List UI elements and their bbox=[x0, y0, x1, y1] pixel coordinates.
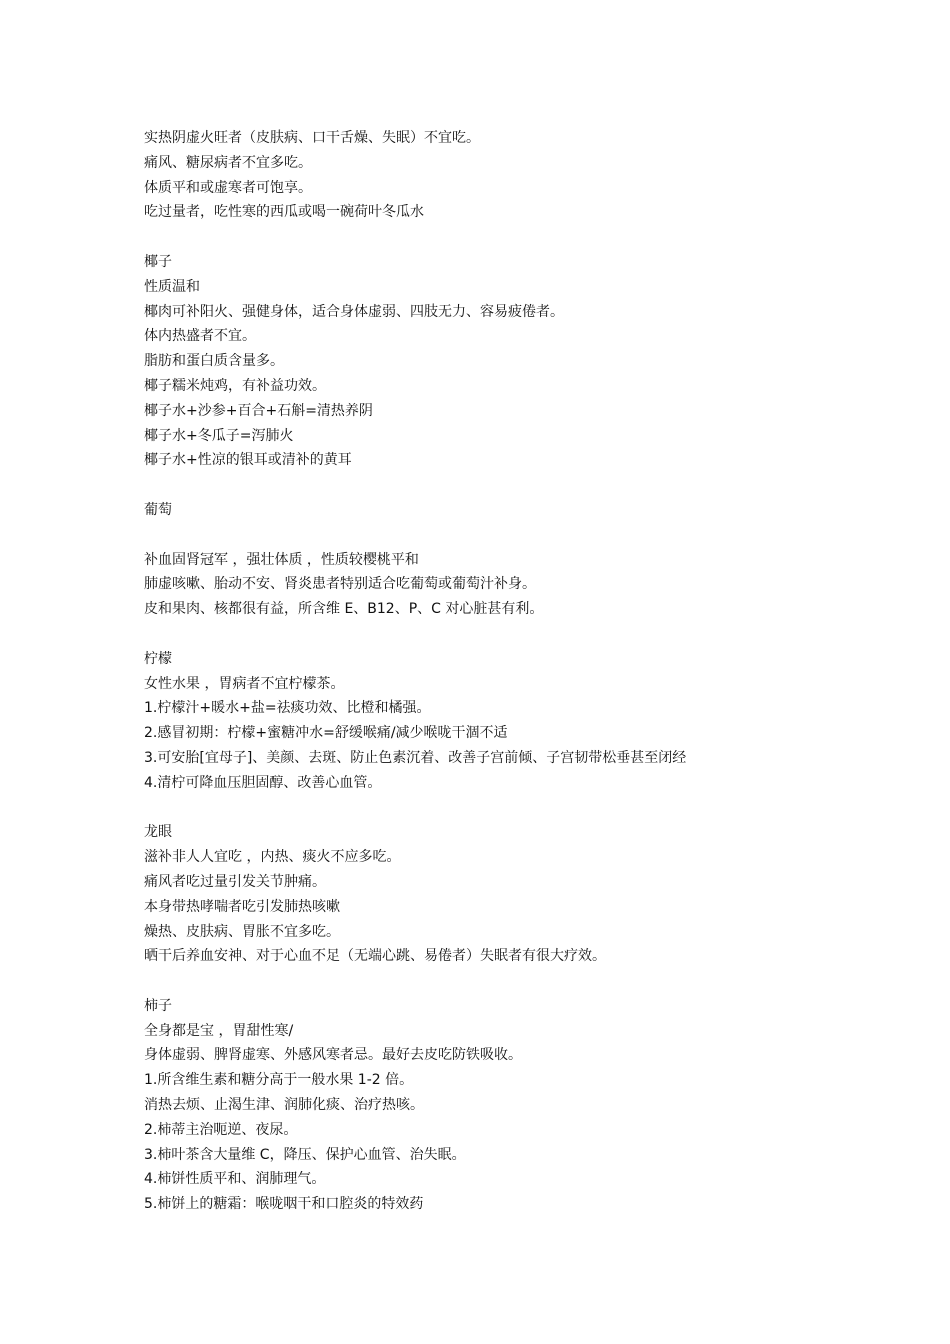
text-line: 椰子水+沙参+百合+石斛=清热养阴 bbox=[144, 402, 373, 419]
text-line: 实热阴虚火旺者（皮肤病、口干舌燥、失眠）不宜吃。 bbox=[144, 130, 480, 146]
text-line: 椰子水+冬瓜子=泻肺火 bbox=[144, 427, 294, 444]
text-line: 椰子糯米炖鸡，有补益功效。 bbox=[144, 377, 326, 394]
text-line: 滋补非人人宜吃 ，内热、痰火不应多吃。 bbox=[144, 849, 401, 866]
blank-line bbox=[144, 622, 844, 647]
blank-line bbox=[144, 796, 844, 821]
section-heading-lemon: 柠檬 bbox=[144, 650, 172, 667]
document-body bbox=[144, 126, 844, 1217]
text-line: 4.柿饼性质平和、润肺理气。 bbox=[144, 1171, 326, 1188]
text-line: 1.所含维生素和糖分高于一般水果 1-2 倍。 bbox=[144, 1072, 414, 1089]
text-line: 体质平和或虚寒者可饱享。 bbox=[144, 179, 312, 196]
text-line: 1.柠檬汁+暖水+盐=祛痰功效、比橙和橘强。 bbox=[144, 700, 431, 717]
section-heading-coconut: 椰子 bbox=[144, 253, 172, 270]
text-line: 椰子水+性凉的银耳或清补的黄耳 bbox=[144, 452, 352, 469]
text-line: 皮和果肉、核都很有益，所含维 E、B12、P、C 对心脏甚有利。 bbox=[144, 601, 544, 618]
text-line: 本身带热哮喘者吃引发肺热咳嗽 bbox=[144, 898, 340, 915]
text-line: 2.感冒初期：柠檬+蜜糖冲水=舒缓喉痛/减少喉咙干涸不适 bbox=[144, 725, 508, 742]
text-line: 吃过量者，吃性寒的西瓜或喝一碗荷叶冬瓜水 bbox=[144, 204, 424, 221]
blank-line bbox=[144, 225, 844, 250]
text-line: 痛风者吃过量引发关节肿痛。 bbox=[144, 873, 326, 890]
text-line: 燥热、皮肤病、胃胀不宜多吃。 bbox=[144, 923, 340, 940]
text-line: 3.柿叶茶含大量维 C，降压、保护心血管、治失眠。 bbox=[144, 1146, 466, 1163]
text-line: 晒干后养血安神、对于心血不足（无端心跳、易倦者）失眠者有很大疗效。 bbox=[144, 948, 606, 965]
text-line: 5.柿饼上的糖霜：喉咙咽干和口腔炎的特效药 bbox=[144, 1196, 424, 1213]
text-line: 身体虚弱、脾肾虚寒、外感风寒者忌。最好去皮吃防铁吸收。 bbox=[144, 1047, 522, 1064]
text-line: 女性水果 ，胃病者不宜柠檬茶。 bbox=[144, 675, 345, 692]
blank-line bbox=[144, 969, 844, 994]
blank-line bbox=[144, 523, 844, 548]
text-line: 补血固肾冠军 ，强壮体质 ，性质较樱桃平和 bbox=[144, 551, 419, 568]
text-line: 体内热盛者不宜。 bbox=[144, 328, 256, 345]
section-heading-persimmon: 柿子 bbox=[144, 997, 172, 1014]
text-line: 4.清柠可降血压胆固醇、改善心血管。 bbox=[144, 774, 382, 791]
text-line: 脂肪和蛋白质含量多。 bbox=[144, 353, 284, 370]
text-line: 全身都是宝 ，胃甜性寒/ bbox=[144, 1022, 294, 1039]
section-heading-longan: 龙眼 bbox=[144, 824, 172, 841]
section-heading-grape: 葡萄 bbox=[144, 501, 172, 518]
text-line: 性质温和 bbox=[144, 278, 200, 295]
text-line: 2.柿蒂主治呃逆、夜尿。 bbox=[144, 1121, 298, 1138]
text-line: 肺虚咳嗽、胎动不安、肾炎患者特别适合吃葡萄或葡萄汁补身。 bbox=[144, 576, 536, 593]
text-line: 椰肉可补阳火、强健身体，适合身体虚弱、四肢无力、容易疲倦者。 bbox=[144, 303, 564, 320]
blank-line bbox=[144, 473, 844, 498]
text-line: 痛风、糖尿病者不宜多吃。 bbox=[144, 154, 312, 171]
text-line: 消热去烦、止渴生津、润肺化痰、治疗热咳。 bbox=[144, 1097, 424, 1114]
text-line: 3.可安胎[宜母子]、美颜、去斑、防止色素沉着、改善子宫前倾、子宫韧带松垂甚至闭经 bbox=[144, 749, 687, 766]
